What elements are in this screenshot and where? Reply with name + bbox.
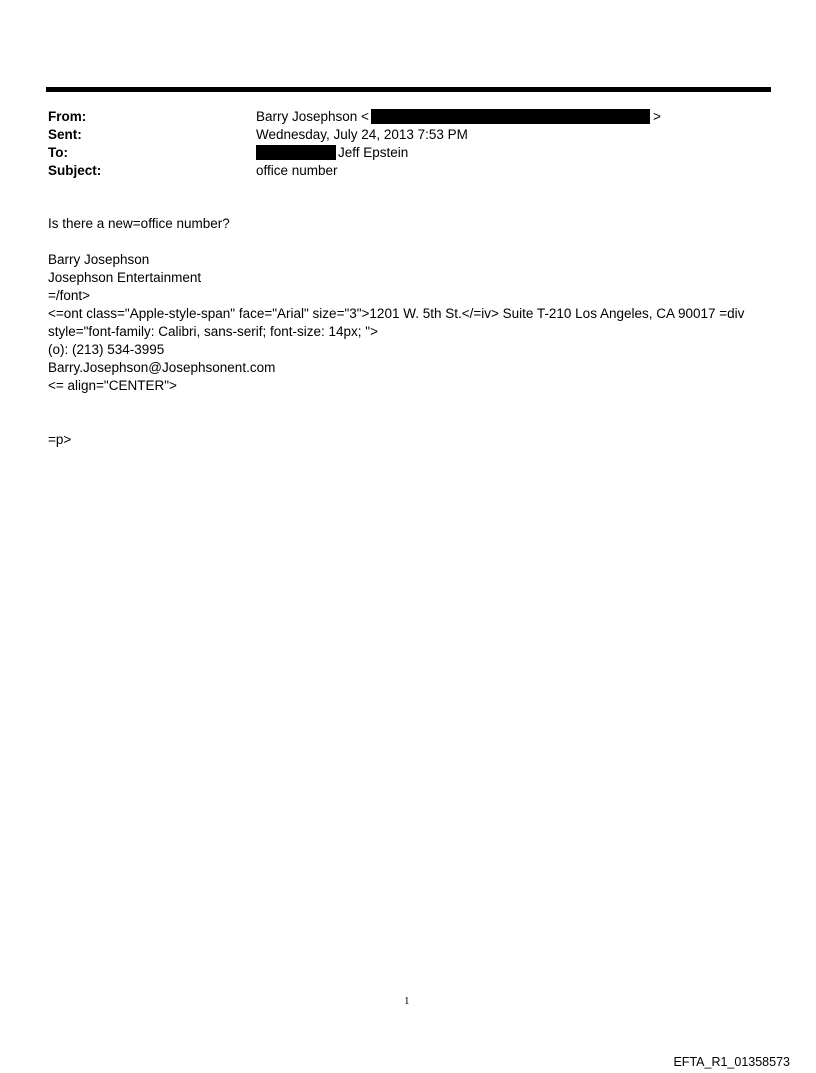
- to-row: [48, 144, 748, 162]
- subject-label: Subject:: [48, 163, 102, 178]
- from-label: From:: [48, 109, 87, 124]
- signature-address: <=ont class="Apple-style-span" face="Arial" size="3">1201 W. 5th St.</=iv> Suite T-210 Los Angeles, CA 90017 =div: [48, 306, 745, 321]
- body-line: style="font-family: Calibri, sans-serif; font-size: 14px; ">: [48, 324, 378, 339]
- from-name: Barry Josephson <: [256, 109, 369, 124]
- to-value: Jeff Epstein: [338, 145, 409, 160]
- signature-company: Josephson Entertainment: [48, 270, 202, 285]
- body-line: <= align="CENTER">: [48, 378, 177, 393]
- subject-value: office number: [256, 163, 338, 178]
- sent-label: Sent:: [48, 127, 82, 142]
- spacer: [48, 233, 748, 251]
- signature-email: Barry.Josephson@Josephsonent.com: [48, 360, 276, 375]
- body-line: Is there a new=office number?: [48, 216, 230, 231]
- subject-row: [48, 162, 748, 180]
- body-line: =p>: [48, 432, 72, 447]
- spacer: [48, 395, 748, 431]
- redaction-box: [371, 109, 650, 124]
- sent-row: [48, 126, 748, 144]
- email-body: [48, 215, 748, 449]
- email-header: [48, 108, 748, 180]
- page-number: 1: [404, 995, 410, 1007]
- from-value: [256, 108, 661, 126]
- body-line: =/font>: [48, 288, 91, 303]
- redaction-box: [256, 145, 336, 160]
- sent-value: Wednesday, July 24, 2013 7:53 PM: [256, 127, 468, 142]
- from-row: [48, 108, 748, 126]
- header-divider: [46, 87, 771, 92]
- signature-name: Barry Josephson: [48, 252, 150, 267]
- signature-phone: (o): (213) 534-3995: [48, 342, 165, 357]
- to-label: To:: [48, 145, 68, 160]
- to-value-wrapper: [256, 144, 408, 162]
- from-close: >: [652, 109, 661, 124]
- bates-number: EFTA_R1_01358573: [673, 1055, 790, 1069]
